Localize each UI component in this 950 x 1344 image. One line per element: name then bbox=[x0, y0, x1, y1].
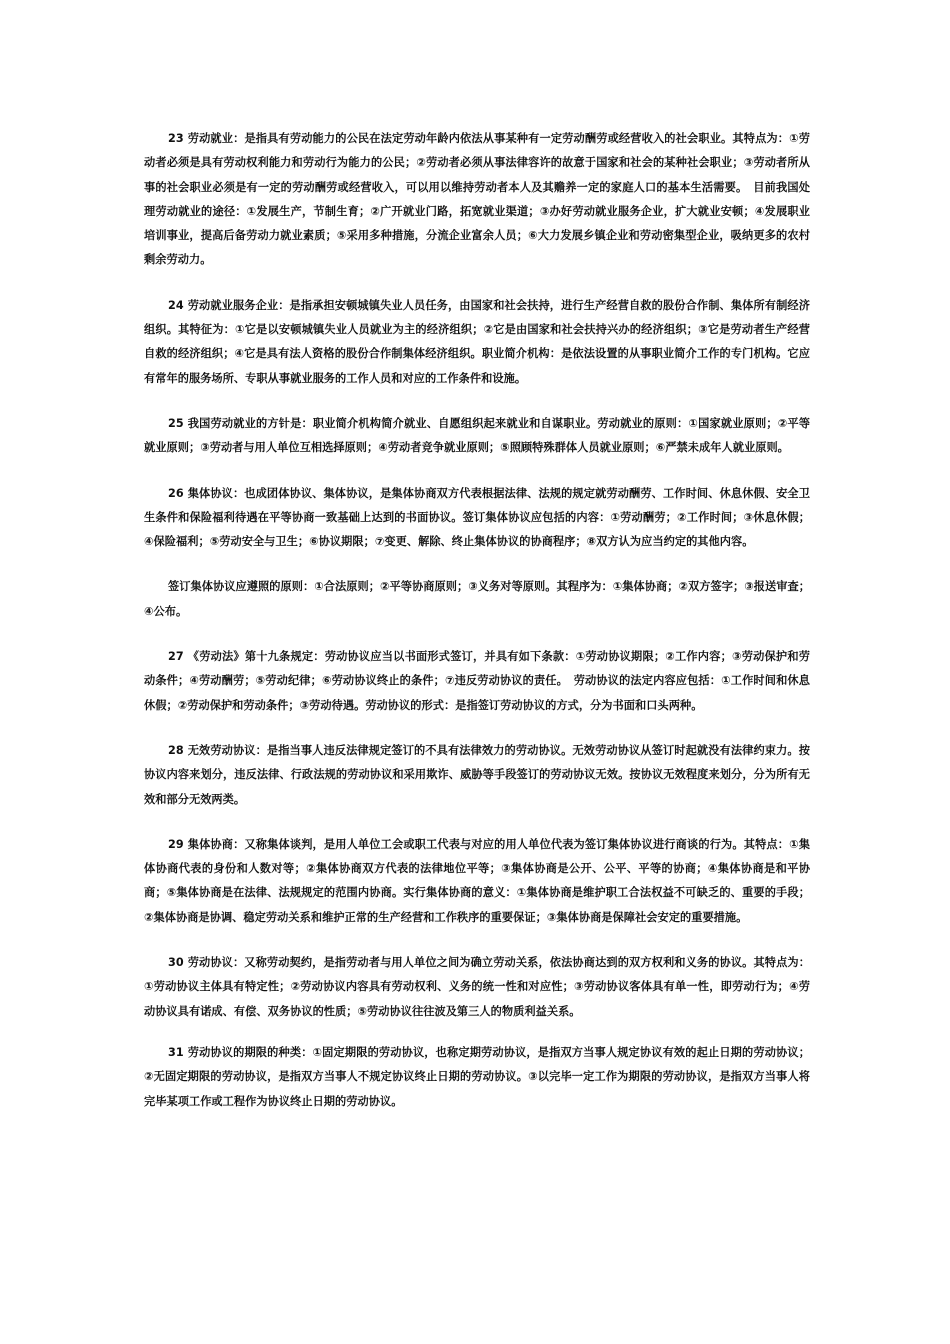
paragraph-27-labor-law-article-19: 27 《劳动法》第十九条规定：劳动协议应当以书面形式签订，并具有如下条款：①劳动协议期限；②工作内容；③劳动保护和劳动条件；④劳动酬劳；⑤劳动纪律；⑥劳动协议终止的条件；⑦违反劳动协议的责任。 劳动协议的法定内容应包括：①工作时间和休息休假；②劳动保护和劳动条件；③劳动待遇。劳动协议的形式：是指签订劳动协议的方式，分为书面和口头两种。 bbox=[144, 650, 810, 712]
paragraph-26-collective-agreement: 26 集体协议：也成团体协议、集体协议，是集体协商双方代表根据法律、法规的规定就劳动酬劳、工作时间、休息休假、安全卫生条件和保险福利待遇在平等协商一致基础上达到的书面协议。签订集体协议应包括的内容：①劳动酬劳；②工作时间；③休息休假；④保险福利；⑤劳动安全与卫生；⑥协议期限；⑦变更、解除、终止集体协议的协商程序；⑧双方认为应当约定的其他内容。 bbox=[144, 486, 810, 549]
paragraph-30-labor-agreement: 30 劳动协议：又称劳动契约，是指劳动者与用人单位之间为确立劳动关系，依法协商达到的双方权利和义务的协议。其特点为：①劳动协议主体具有特定性；②劳动协议内容具有劳动权利、义务的统一性和对应性；③劳动协议客体具有单一性，即劳动行为；④劳动协议具有诺成、有偿、双务协议的性质；⑤劳动协议往往波及第三人的物质利益关系。 bbox=[144, 956, 810, 1018]
paragraph-28-invalid-agreement: 28 无效劳动协议：是指当事人违反法律规定签订的不具有法律效力的劳动协议。无效劳动协议从签订时起就没有法律约束力。按协议内容来划分，违反法律、行政法规的劳动协议和采用欺诈、威胁等手段签订的劳动协议无效。按协议无效程度来划分，分为所有无效和部分无效两类。 bbox=[144, 743, 810, 806]
paragraph-23-employment: 23 劳动就业：是指具有劳动能力的公民在法定劳动年龄内依法从事某种有一定劳动酬劳或经营收入的社会职业。其特点为：①劳动者必须是具有劳动权利能力和劳动行为能力的公民；②劳动者必须从事法律容许的故意于国家和社会的某种社会职业；③劳动者所从事的社会职业必须是有一定的劳动酬劳或经营收入，可以用以维持劳动者本人及其赡养一定的家庭人口的基本生活需要。 目前我国处理劳动就业的途径：①发展生产，节制生育；②广开就业门路，拓宽就业渠道；③办好劳动就业服务企业，扩大就业安顿；④发展职业培训事业，提高后备劳动力就业素质；⑤采用多种措施，分流企业富余人员；⑥大力发展乡镇企业和劳动密集型企业，吸纳更多的农村剩余劳动力。 bbox=[144, 132, 810, 267]
paragraph-collective-agreement-principles: 签订集体协议应遵照的原则：①合法原则；②平等协商原则；③义务对等原则。其程序为：①集体协商；②双方签字；③报送审查；④公布。 bbox=[144, 580, 810, 618]
document-page bbox=[144, 127, 810, 1135]
paragraph-25-employment-policy: 25 我国劳动就业的方针是：职业简介机构简介就业、自愿组织起来就业和自谋职业。劳动就业的原则：①国家就业原则；②平等就业原则；③劳动者与用人单位互相选择原则；④劳动者竞争就业原则；⑤照顾特殊群体人员就业原则；⑥严禁未成年人就业原则。 bbox=[144, 416, 810, 455]
paragraph-31-agreement-terms: 31 劳动协议的期限的种类：①固定期限的劳动协议，也称定期劳动协议，是指双方当事人规定协议有效的起止日期的劳动协议；②无固定期限的劳动协议，是指双方当事人不规定协议终止日期的劳动协议。③以完毕一定工作为期限的劳动协议，是指双方当事人将完毕某项工作或工程作为协议终止日期的劳动协议。 bbox=[144, 1045, 810, 1108]
paragraph-29-collective-negotiation: 29 集体协商：又称集体谈判，是用人单位工会或职工代表与对应的用人单位代表为签订集体协议进行商谈的行为。其特点：①集体协商代表的身份和人数对等；②集体协商双方代表的法律地位平等；③集体协商是公开、公平、平等的协商；④集体协商是和平协商；⑤集体协商是在法律、法规规定的范围内协商。实行集体协商的意义：①集体协商是维护职工合法权益不可缺乏的、重要的手段；②集体协商是协调、稳定劳动关系和维护正常的生产经营和工作秩序的重要保证；③集体协商是保障社会安定的重要措施。 bbox=[144, 837, 810, 924]
paragraph-24-employment-service: 24 劳动就业服务企业：是指承担安顿城镇失业人员任务，由国家和社会扶持，进行生产经营自救的股份合作制、集体所有制经济组织。其特征为：①它是以安顿城镇失业人员就业为主的经济组织；②它是由国家和社会扶持兴办的经济组织；③它是劳动者生产经营自救的经济组织；④它是具有法人资格的股份合作制集体经济组织。职业简介机构：是依法设置的从事职业简介工作的专门机构。它应有常年的服务场所、专职从事就业服务的工作人员和对应的工作条件和设施。 bbox=[144, 298, 810, 385]
